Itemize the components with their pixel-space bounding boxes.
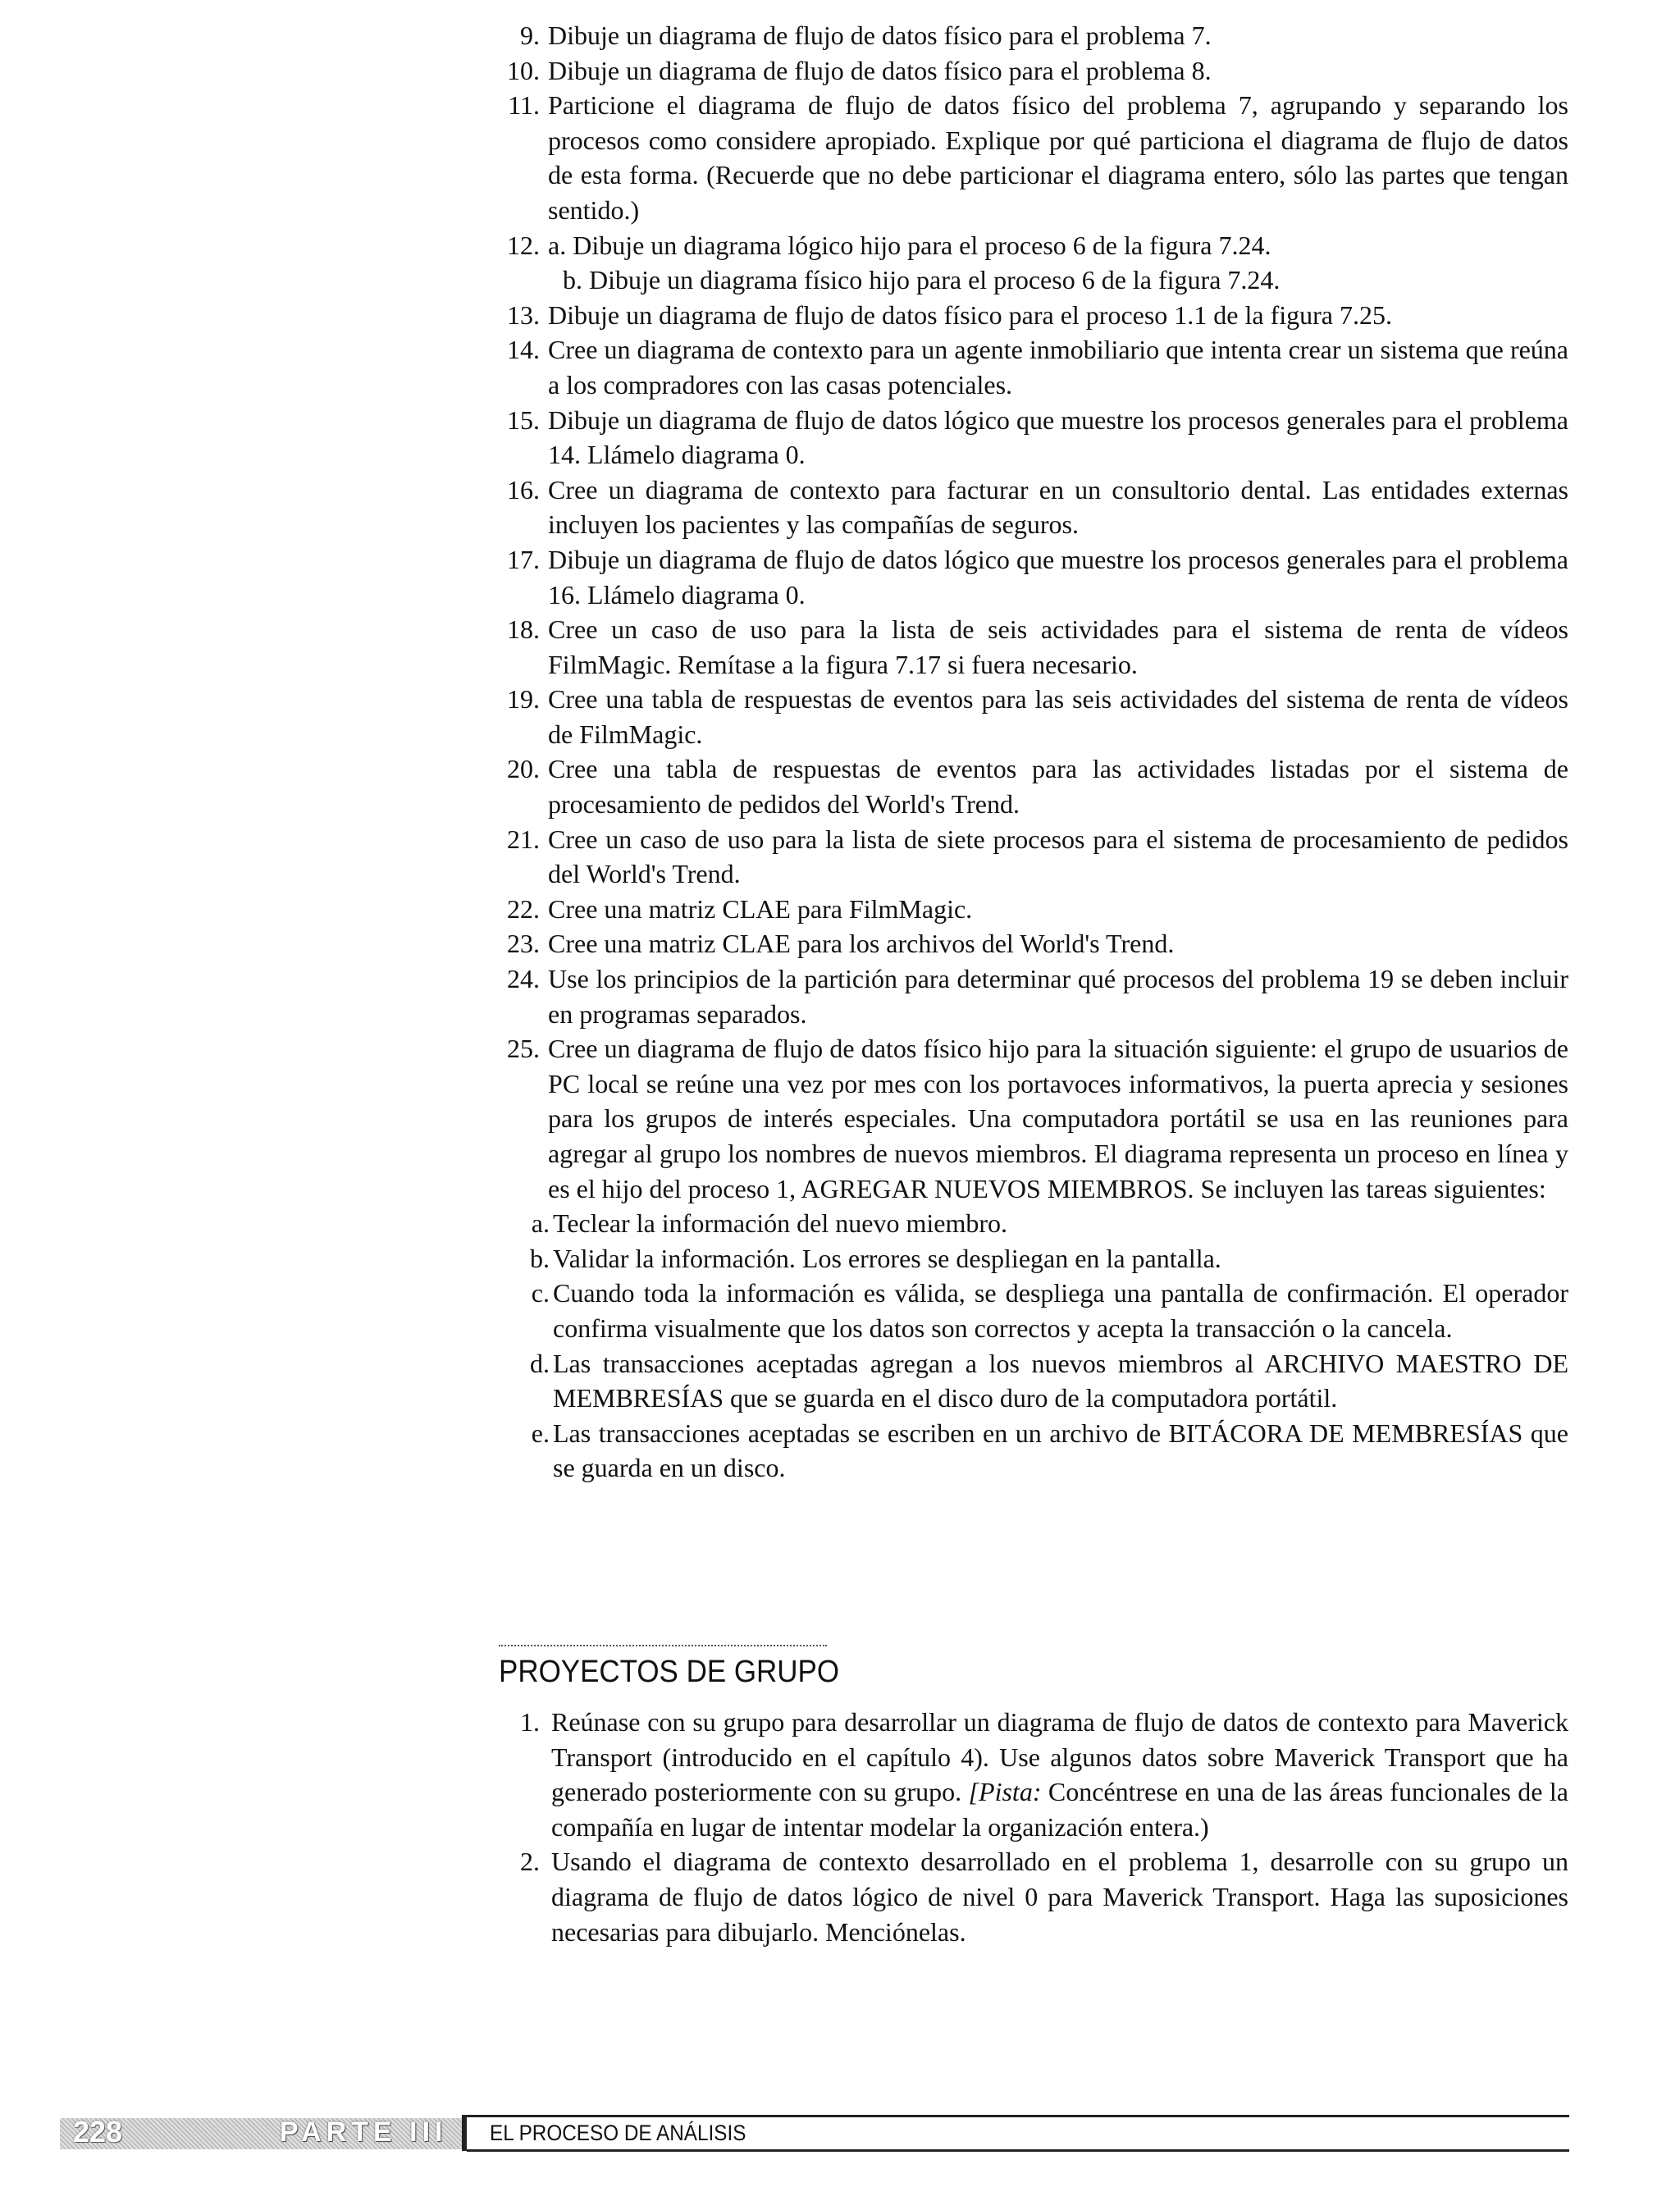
- part-label: PARTE III: [280, 2116, 448, 2148]
- subtask-item: [502, 1241, 1568, 1276]
- exercise-item: [502, 612, 1568, 682]
- exercise-item: [502, 892, 1568, 927]
- subtask-text: Teclear la información del nuevo miembro.: [553, 1208, 1007, 1239]
- subtask-text: Las transacciones aceptadas se escriben en un archivo de BITÁCORA DE MEMBRESÍAS que se guarda en un disco.: [553, 1418, 1568, 1483]
- exercise-number: 20.: [507, 754, 540, 784]
- section-heading: PROYECTOS DE GRUPO: [499, 1655, 840, 1689]
- exercise-item: [502, 542, 1568, 612]
- hint-label: [Pista:: [968, 1777, 1042, 1807]
- exercise-text: Cree una tabla de respuestas de eventos para las seis actividades del sistema de renta de vídeos de FilmMagic.: [548, 684, 1568, 749]
- exercise-text: Cree una tabla de respuestas de eventos para las actividades listadas por el sistema de procesamiento de pedidos del World's Trend.: [548, 754, 1568, 820]
- running-title: EL PROCESO DE ANÁLISIS: [490, 2121, 746, 2145]
- project-text: Reúnase con su grupo para desarrollar un diagrama de flujo de datos de contexto para Maverick Transport (introducido en el capítulo 4). Use algunos datos sobre Maverick Transport que ha generado posteriormente con su grupo.: [551, 1707, 1568, 1807]
- exercise-text: b. Dibuje un diagrama físico hijo para el proceso 6 de la figura 7.24.: [563, 265, 1281, 295]
- exercise-number: 18.: [507, 614, 540, 645]
- subtask-letter: e.: [531, 1418, 550, 1448]
- exercise-number: 24.: [507, 964, 540, 994]
- exercise-item: [502, 18, 1568, 53]
- exercise-number: 9.: [520, 21, 540, 50]
- exercise-item: [502, 263, 1568, 298]
- exercise-number: 25.: [507, 1034, 540, 1064]
- group-projects-list: [502, 1705, 1568, 1949]
- exercise-number: 22.: [507, 893, 540, 924]
- exercise-item: [502, 751, 1568, 821]
- subtask-item: [502, 1206, 1568, 1241]
- subtask-item: [502, 1346, 1568, 1416]
- subtask-item: [502, 1416, 1568, 1486]
- exercise-item: [502, 682, 1568, 751]
- exercise-number: 13.: [507, 299, 540, 330]
- project-text: Usando el diagrama de contexto desarrollado en el problema 1, desarrolle con su grupo un diagrama de flujo de datos lógico de nivel 0 para Maverick Transport. Haga las suposiciones necesarias para dibujarlo. Menciónelas.: [551, 1847, 1568, 1947]
- exercise-text: Cree un diagrama de flujo de datos físico hijo para la situación siguiente: el grupo de usuarios de PC local se reúne una vez por mes con los portavoces informativos, la puerta aprecia y sesiones para los grupos de interés especiales. Una computadora portátil se usa en las reuniones para agregar al grupo los nombres de nuevos miembros. El diagrama representa un proceso en línea y es el hijo del proceso 1, AGREGAR NUEVOS MIEMBROS. Se incluyen las tareas siguientes:: [548, 1034, 1568, 1203]
- exercise-list: [502, 18, 1568, 1486]
- group-project-item: [502, 1844, 1568, 1949]
- exercise-number: 21.: [507, 824, 540, 854]
- exercise-text: Dibuje un diagrama de flujo de datos físico para el problema 8.: [548, 55, 1212, 85]
- subtask-letter: a.: [531, 1208, 550, 1239]
- footer-rule-top: [467, 2115, 1569, 2117]
- exercise-item: [502, 403, 1568, 473]
- exercise-item: [502, 332, 1568, 402]
- page-number: 228: [73, 2115, 123, 2148]
- footer-rule-bottom: [467, 2149, 1569, 2152]
- subtask-letter: d.: [530, 1348, 550, 1378]
- exercise-number: 16.: [507, 474, 540, 505]
- exercise-text: Dibuje un diagrama de flujo de datos lógico que muestre los procesos generales para el problema 14. Llámelo diagrama 0.: [548, 404, 1568, 470]
- subtask-text: Las transacciones aceptadas agregan a los nuevos miembros al ARCHIVO MAESTRO DE MEMBRESÍAS que se guarda en el disco duro de la computadora portátil.: [553, 1348, 1568, 1413]
- exercise-text: Cree un caso de uso para la lista de siete procesos para el sistema de procesamiento de pedidos del World's Trend.: [548, 824, 1568, 889]
- exercise-item: [502, 926, 1568, 961]
- exercise-text: Cree un caso de uso para la lista de seis actividades para el sistema de renta de vídeos FilmMagic. Remítase a la figura 7.17 si fuera necesario.: [548, 614, 1568, 679]
- exercise-number: 17.: [507, 544, 540, 574]
- group-projects-header: [499, 1645, 1568, 1690]
- exercise-item: [502, 53, 1568, 89]
- exercise-text: Dibuje un diagrama de flujo de datos lógico que muestre los procesos generales para el problema 16. Llámelo diagrama 0.: [548, 544, 1568, 610]
- project-number: 2.: [520, 1847, 540, 1877]
- exercise-text: Cree un diagrama de contexto para un agente inmobiliario que intenta crear un sistema que reúna a los compradores con las casas potenciales.: [548, 335, 1568, 400]
- exercise-text: Particione el diagrama de flujo de datos físico del problema 7, agrupando y separando los procesos como considere apropiado. Explique por qué particiona el diagrama de flujo de datos de esta forma. (Recuerde que no debe particionar el diagrama entero, sólo las partes que tengan sentido.): [548, 90, 1568, 225]
- exercise-item: [502, 473, 1568, 542]
- exercise-text: Cree una matriz CLAE para los archivos del World's Trend.: [548, 929, 1175, 959]
- project-number: 1.: [520, 1707, 540, 1737]
- page-footer: [60, 2113, 1569, 2164]
- subtask-item: [502, 1276, 1568, 1345]
- exercise-number: 11.: [508, 90, 540, 121]
- exercise-text: Dibuje un diagrama de flujo de datos físico para el proceso 1.1 de la figura 7.25.: [548, 299, 1392, 330]
- exercise-number: 14.: [507, 335, 540, 365]
- exercise-item: [502, 1031, 1568, 1206]
- exercise-item: [502, 822, 1568, 892]
- exercise-number: 12.: [507, 230, 540, 260]
- subtask-text: Cuando toda la información es válida, se despliega una pantalla de confirmación. El operador confirma visualmente que los datos son correctos y acepta la transacción o la cancela.: [553, 1278, 1568, 1343]
- exercise-text: Cree un diagrama de contexto para facturar en un consultorio dental. Las entidades externas incluyen los pacientes y las compañías de seguros.: [548, 474, 1568, 540]
- exercise-text: Cree una matriz CLAE para FilmMagic.: [548, 893, 973, 924]
- exercise-item: [502, 298, 1568, 333]
- dotted-divider: [499, 1645, 827, 1646]
- group-project-item: [502, 1705, 1568, 1844]
- exercise-number: 19.: [507, 684, 540, 715]
- exercise-item: [502, 961, 1568, 1031]
- exercise-number: 15.: [507, 404, 540, 435]
- subtask-text: Validar la información. Los errores se despliegan en la pantalla.: [553, 1243, 1221, 1273]
- project-text: Concéntrese en una de las áreas funcionales de la compañía en lugar de intentar modelar la organización entera.): [551, 1777, 1569, 1842]
- exercise-text: Dibuje un diagrama de flujo de datos físico para el problema 7.: [548, 21, 1212, 50]
- exercise-number: 23.: [507, 929, 540, 959]
- exercise-item: [502, 88, 1568, 227]
- subtask-letter: c.: [531, 1278, 550, 1308]
- exercise-item: [502, 228, 1568, 263]
- subtask-letter: b.: [530, 1243, 550, 1273]
- footer-divider-bar: [462, 2115, 467, 2151]
- exercise-text: Use los principios de la partición para determinar qué procesos del problema 19 se deben incluir en programas separados.: [548, 964, 1568, 1029]
- exercise-text: a. Dibuje un diagrama lógico hijo para el proceso 6 de la figura 7.24.: [548, 230, 1271, 260]
- exercise-number: 10.: [507, 55, 540, 85]
